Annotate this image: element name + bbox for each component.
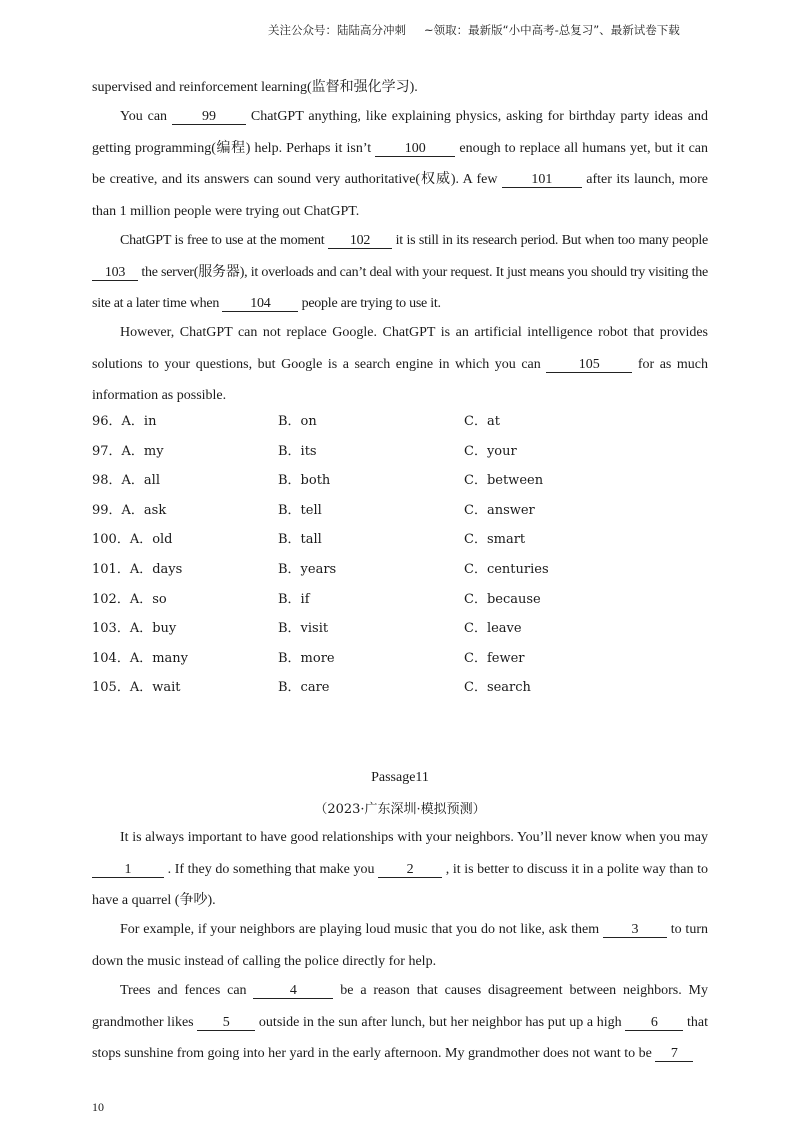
option-a: 105．A．wait xyxy=(92,680,181,696)
option-a: 103．A．buy xyxy=(92,621,177,637)
blank-101: 101 xyxy=(502,172,582,188)
text-run: people are trying to use it. xyxy=(298,296,441,311)
text-run: ChatGPT is free to use at the moment xyxy=(120,233,328,248)
blank-99: 99 xyxy=(172,109,246,125)
blank-5: 5 xyxy=(197,1015,255,1031)
answer-options xyxy=(92,410,708,706)
text-run: outside in the sun after lunch, but her neighbor has put up a high xyxy=(255,1014,626,1030)
option-a: 96．A．in xyxy=(92,414,157,429)
passage11-source: （2023·广东深圳·模拟预测） xyxy=(314,802,486,817)
passage10-paragraph-3 xyxy=(92,317,708,412)
blank-2: 2 xyxy=(378,862,442,878)
option-b: B．years xyxy=(278,561,337,577)
option-row xyxy=(92,528,708,558)
option-b: B．more xyxy=(278,650,335,666)
option-c: C．answer xyxy=(464,502,535,518)
option-row xyxy=(92,676,708,706)
text-run: You can xyxy=(120,109,172,124)
option-b: B．care xyxy=(278,680,330,696)
option-b: B．both xyxy=(278,473,331,489)
option-c: C．centuries xyxy=(464,561,549,577)
text-run: enough to replace all humans yet, but it can be creative, and its answers can sound very authoritative(权威). A few xyxy=(92,140,708,187)
header-right-text: ~领取：最新版“小中高考-总复习”、最新试卷下载 xyxy=(424,23,680,37)
blank-7: 7 xyxy=(655,1046,693,1062)
option-c: C．fewer xyxy=(464,650,525,666)
option-b: B．tell xyxy=(278,502,322,518)
option-a: 104．A．many xyxy=(92,650,188,666)
passage10-paragraph-0 xyxy=(92,72,708,104)
text-run: the server(服务器), it overloads and can’t deal with your request. It just means you should try visiting the site at a later time when xyxy=(92,264,708,311)
option-a: 97．A．my xyxy=(92,443,164,459)
option-row xyxy=(92,499,708,529)
option-row xyxy=(92,440,708,470)
text-run: that stops sunshine from going into her yard in the early afternoon. My grandmother does not want to be xyxy=(92,1014,708,1061)
text-run: to turn down the music instead of calling the police directly for help. xyxy=(92,922,708,969)
option-b: B．visit xyxy=(278,621,329,637)
blank-1: 1 xyxy=(92,862,164,878)
blank-103: 103 xyxy=(92,265,138,281)
text-run: However, ChatGPT can not replace Google. ChatGPT is an artificial intelligence robot that provides solutions to your questions, but Google is a search engine in which you can xyxy=(92,325,708,372)
blank-102: 102 xyxy=(328,233,392,249)
passage10-paragraph-2 xyxy=(92,225,708,320)
option-b: B．tall xyxy=(278,532,322,548)
text-run: ChatGPT anything, like explaining physics, asking for birthday party ideas and getting programming(编程) help. Perhaps it isn’t xyxy=(92,109,708,156)
blank-6: 6 xyxy=(625,1015,683,1031)
option-a: 102．A．so xyxy=(92,591,167,607)
text-run: Trees and fences can xyxy=(120,983,254,998)
passage10-paragraph-1 xyxy=(92,101,708,227)
option-row xyxy=(92,558,708,588)
text-run: For example, if your neighbors are playing loud music that you do not like, ask them xyxy=(120,922,603,937)
text-run: after its launch, more than 1 million people were trying out ChatGPT. xyxy=(92,172,709,219)
text-run: for as much information as possible. xyxy=(92,356,708,403)
passage11-title: Passage11 xyxy=(371,770,429,785)
blank-4: 4 xyxy=(253,983,333,999)
passage11-paragraph-1 xyxy=(92,822,708,917)
option-b: B．on xyxy=(278,414,317,429)
option-c: C．search xyxy=(464,680,531,696)
option-row xyxy=(92,588,708,618)
option-c: C．smart xyxy=(464,532,526,548)
option-row xyxy=(92,410,708,440)
option-c: C．leave xyxy=(464,621,522,637)
text-run: supervised and reinforcement learning(监督和强化学习). xyxy=(92,80,418,95)
option-a: 100．A．old xyxy=(92,532,173,548)
option-a: 99．A．ask xyxy=(92,502,167,518)
option-b: B．if xyxy=(278,591,310,607)
option-c: C．because xyxy=(464,591,541,607)
text-run: It is always important to have good relationships with your neighbors. You’ll never know when you may xyxy=(120,830,708,845)
text-run: . If they do something that make you xyxy=(164,861,379,877)
option-row xyxy=(92,647,708,677)
option-b: B．its xyxy=(278,443,317,459)
page-number: 10 xyxy=(92,1100,104,1114)
text-run: it is still in its research period. But when too many people xyxy=(391,233,708,248)
blank-104: 104 xyxy=(222,296,298,312)
blank-3: 3 xyxy=(603,922,667,938)
passage11-paragraph-2 xyxy=(92,914,708,977)
option-c: C．between xyxy=(464,473,544,489)
text-run: be a reason that causes disagreement between neighbors. My grandmother likes xyxy=(92,983,709,1030)
option-a: 98．A．all xyxy=(92,473,160,489)
option-c: C．at xyxy=(464,414,500,429)
header-left-text: 关注公众号：陆陆高分冲刺 xyxy=(268,23,406,37)
option-c: C．your xyxy=(464,443,517,459)
option-row xyxy=(92,617,708,647)
option-row xyxy=(92,469,708,499)
blank-105: 105 xyxy=(546,357,632,373)
option-a: 101．A．days xyxy=(92,561,183,577)
passage11-paragraph-3 xyxy=(92,975,708,1070)
blank-100: 100 xyxy=(375,141,455,157)
text-run: , it is better to discuss it in a polite way than to have a quarrel (争吵). xyxy=(92,861,708,908)
